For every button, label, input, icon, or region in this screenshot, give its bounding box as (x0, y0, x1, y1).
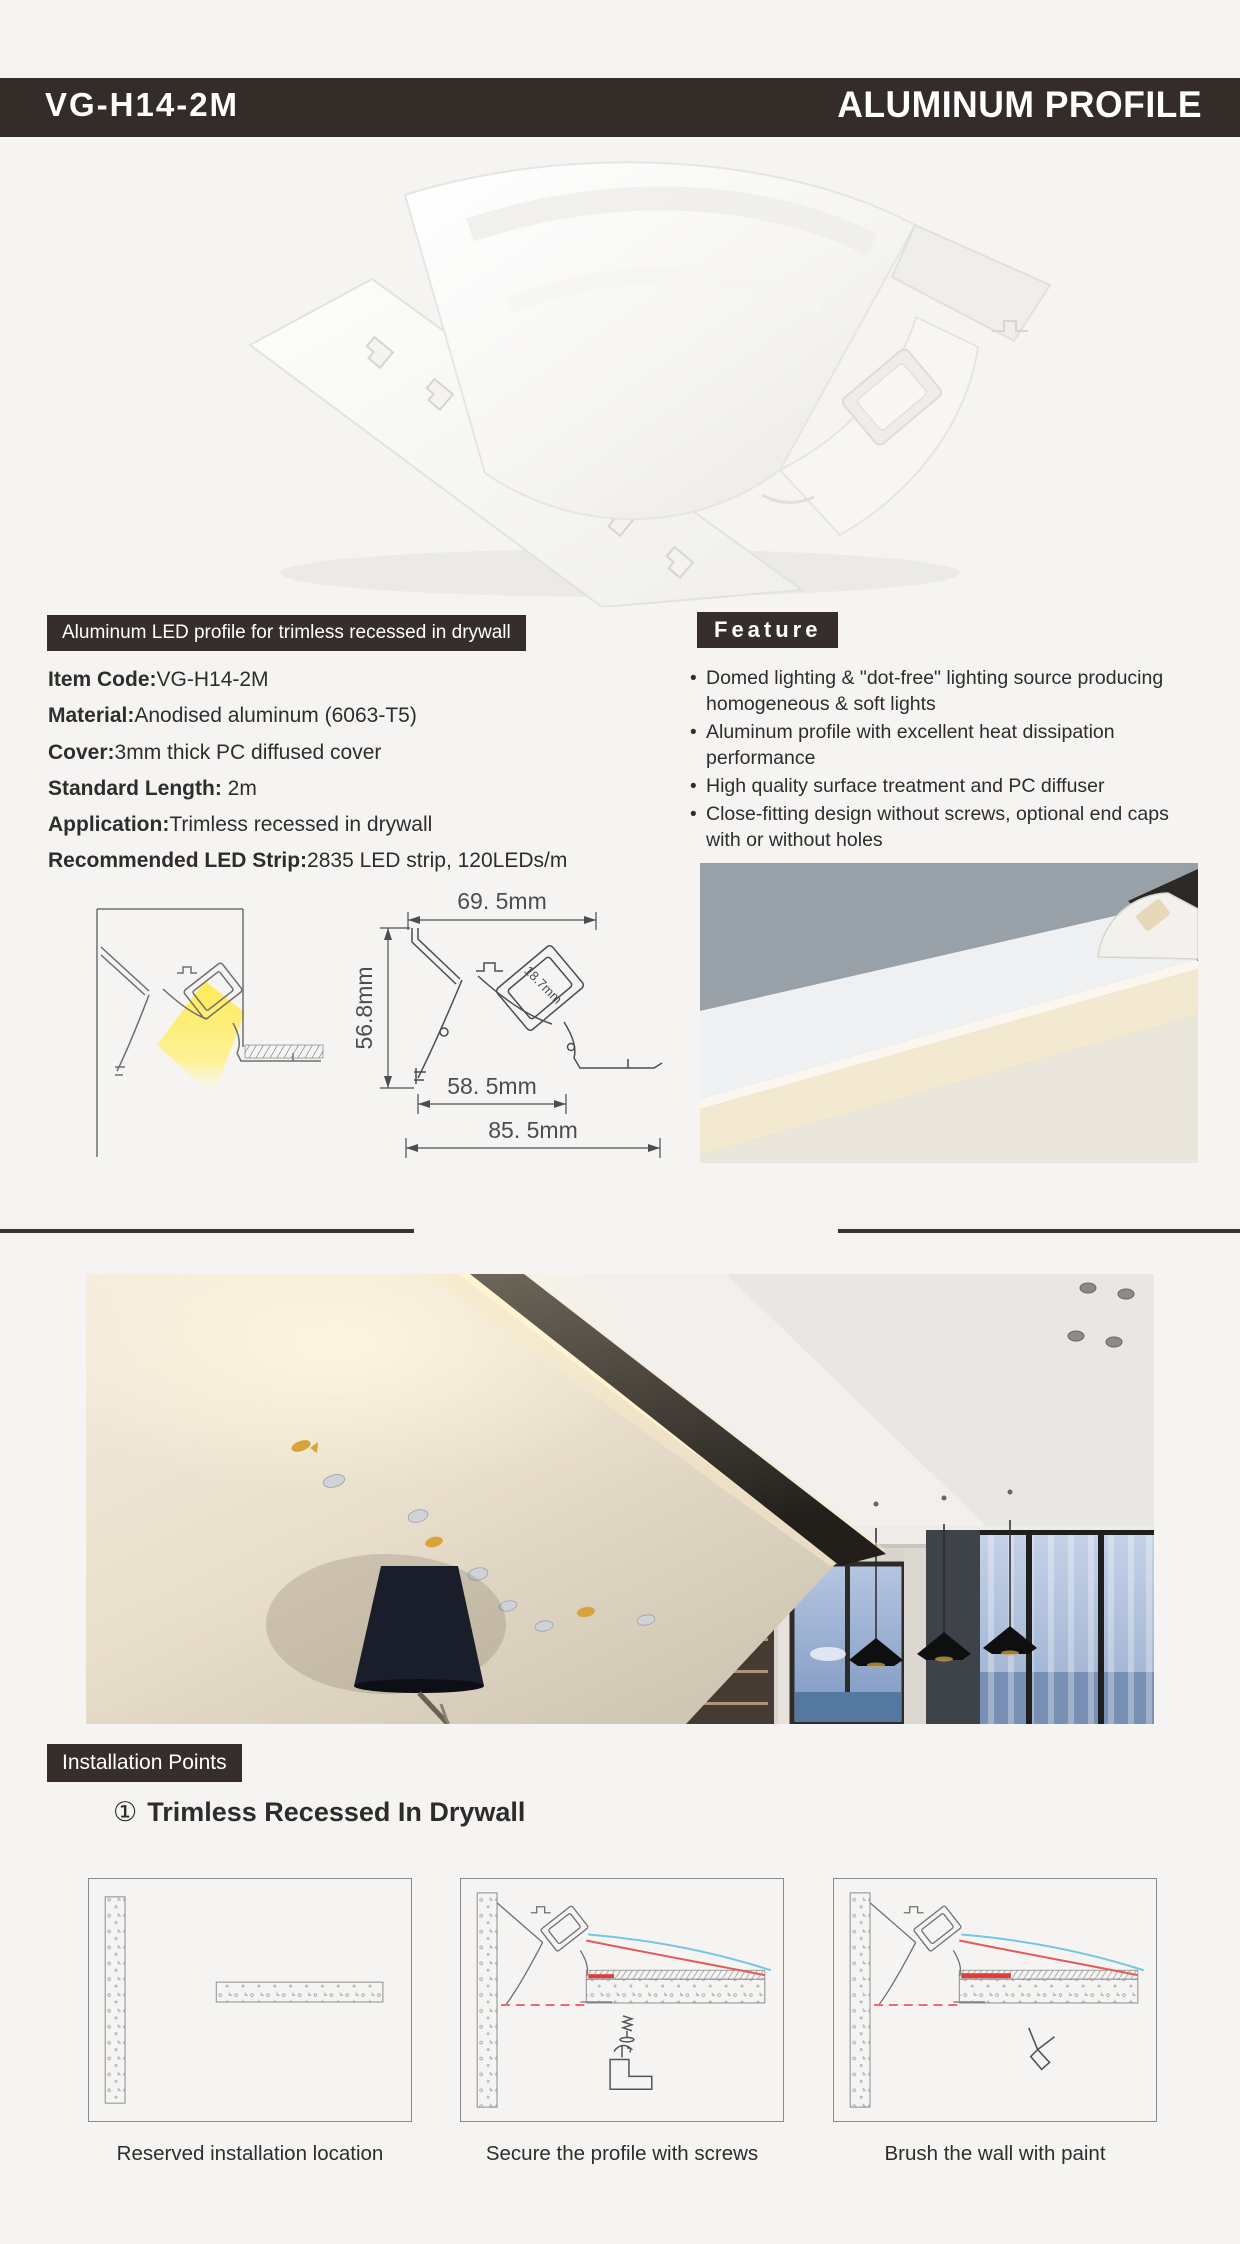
dim-width-middle: 58. 5mm (447, 1073, 537, 1099)
bullet-dot-icon: • (690, 668, 697, 689)
installation-title-chip: Installation Points (47, 1744, 242, 1782)
spec-value: VG-H14-2M (156, 668, 269, 691)
spec-row-length (48, 775, 648, 802)
feature-list (690, 666, 1202, 855)
header-item-code: VG-H14-2M (45, 86, 240, 123)
drywall-horizontal (216, 1982, 383, 2002)
divider-line-left (0, 1229, 414, 1233)
feature-text: High quality surface treatment and PC diffuser (706, 774, 1105, 797)
spec-value: Anodised aluminum (6063-T5) (134, 704, 417, 728)
light-beam (157, 981, 245, 1095)
spec-value: 2m (221, 776, 257, 800)
spec-row-application (48, 811, 648, 838)
window-wall (980, 1530, 1154, 1724)
feature-bullet (690, 774, 1202, 800)
feature-text: Close-fitting design without screws, optional end caps with or without holes (706, 802, 1169, 851)
cove-lighting-photo (700, 863, 1198, 1163)
drywall-vertical (105, 1897, 125, 2103)
bullet-dot-icon: • (690, 775, 697, 797)
spec-label: Cover: (48, 740, 115, 764)
corner-install-sketch (85, 895, 335, 1165)
dim-channel-width: 18.7mm (521, 962, 566, 1007)
overview-title-chip: Aluminum LED profile for trimless recessed in drywall (47, 615, 526, 651)
feature-bullet (690, 720, 1202, 772)
screw-fix-zone (588, 1974, 614, 1978)
spec-value: 3mm thick PC diffused cover (114, 740, 382, 764)
screw-icon (620, 2016, 634, 2042)
spec-label: Item Code: (48, 668, 157, 691)
step-figure-2 (460, 1878, 784, 2122)
application-room-photo (86, 1274, 1154, 1724)
dim-height-left: 56.8mm (351, 966, 377, 1050)
ceiling-drywall-hatch (245, 1045, 323, 1058)
step2-diagram (461, 1879, 783, 2121)
spec-value: Trimless recessed in drywall (169, 813, 433, 837)
method-heading (113, 1797, 525, 1828)
drywall-vertical (850, 1893, 870, 2107)
paint-brush-icon (1029, 2028, 1055, 2070)
step-caption-1: Reserved installation location (116, 2142, 384, 2165)
bullet-dot-icon: • (690, 721, 697, 743)
spec-label: Material: (48, 704, 135, 728)
feature-bullet (690, 666, 1202, 718)
step1-diagram (89, 1879, 411, 2121)
step-caption-2: Secure the profile with screws (485, 2142, 759, 2165)
light-guide-blue (961, 1935, 1143, 1971)
step-figure-1 (88, 1878, 412, 2122)
spec-list (48, 666, 648, 884)
spec-value: 2835 LED strip, 120LEDs/m (307, 849, 568, 873)
divider-line-right (838, 1229, 1240, 1233)
method-title: Trimless Recessed In Drywall (147, 1797, 526, 1827)
step-caption-3: Brush the wall with paint (884, 2142, 1106, 2165)
feature-text: Aluminum profile with excellent heat dissipation performance (706, 720, 1115, 769)
spec-label: Standard Length: (48, 776, 222, 800)
drywall-vertical (477, 1893, 497, 2107)
header-bar (0, 78, 1240, 137)
feature-title-chip: Feature (697, 612, 838, 648)
spec-row-item-code (48, 666, 648, 693)
header-product-type: ALUMINUM PROFILE (837, 84, 1202, 125)
dark-curtain (926, 1530, 980, 1724)
spec-row-cover (48, 739, 648, 766)
dimension-drawing (328, 872, 673, 1187)
profile-cross-section (412, 928, 662, 1084)
step-figure-3 (833, 1878, 1157, 2122)
spec-label: Recommended LED Strip: (48, 849, 308, 873)
light-guide-blue (588, 1935, 770, 1971)
feature-text: Domed lighting & "dot-free" lighting source producing homogeneous & soft lights (706, 667, 1164, 715)
spec-label: Application: (48, 813, 170, 837)
dim-width-top: 69. 5mm (457, 888, 547, 914)
spec-row-led-strip (48, 847, 648, 874)
method-number: ① (113, 1797, 138, 1827)
paint-zone (961, 1973, 1011, 1978)
drywall-horizontal (586, 1979, 765, 2003)
spec-row-material (48, 702, 648, 729)
drywall-horizontal (959, 1979, 1138, 2003)
mounting-clip-icon (610, 2045, 652, 2089)
dim-width-bottom: 85. 5mm (488, 1117, 578, 1143)
step3-diagram (834, 1879, 1156, 2121)
product-render (150, 135, 1090, 607)
bullet-dot-icon: • (690, 803, 697, 825)
feature-bullet (690, 802, 1202, 854)
